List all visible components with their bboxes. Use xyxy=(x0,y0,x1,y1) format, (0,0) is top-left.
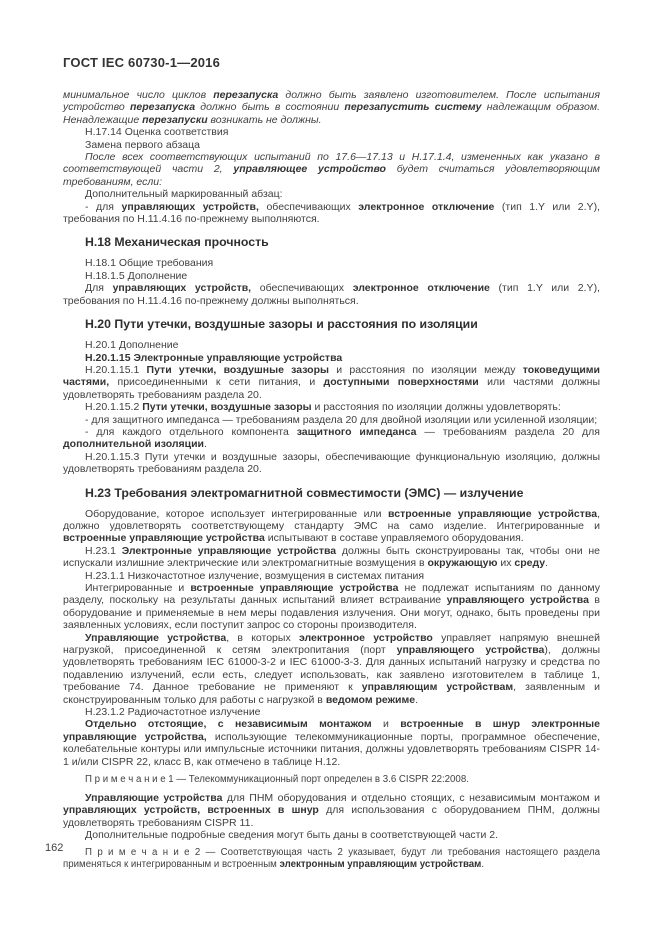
note-paragraph: П р и м е ч а н и е 2 — Соответствующая часть 2 указывает, будут ли требования настоящего раздела применяться к интегрированным и встроенным электронным управляющим устройствам. xyxy=(63,847,600,870)
note-paragraph: П р и м е ч а н и е 1 — Телекоммуникационный порт определен в 3.6 CISPR 22:2008. xyxy=(85,774,469,786)
paragraph: Н.20.1.15 Электронные управляющие устройства xyxy=(85,351,343,364)
paragraph: Оборудование, которое использует интегрированные или встроенные управляющие устройства, должно удовлетворять соответствующему стандарту ЭМС на само изделие. Интегрированные и встроенные управляющие устройства испытывают в составе управляемого оборудования. xyxy=(63,507,600,545)
section-heading: Н.20 Пути утечки, воздушные зазоры и расстояния по изоляции xyxy=(85,317,478,332)
paragraph: Н.20.1.15.1 Пути утечки, воздушные зазоры и расстояния по изоляции между токоведущими частями, присоединенными к сети питания, и доступными поверхностями или частями должны удовлетворять требованиям раздела 20. xyxy=(63,363,600,401)
paragraph: Н.18.1.5 Дополнение xyxy=(85,269,188,282)
paragraph: Н.20.1.15.2 Пути утечки, воздушные зазоры и расстояния по изоляции должны удовлетворять: xyxy=(85,401,561,414)
paragraph: Н.23.1.1 Низкочастотное излучение, возмущения в системах питания xyxy=(85,569,425,582)
document-body xyxy=(63,89,600,871)
document-header: ГОСТ IEC 60730-1—2016 xyxy=(63,55,221,70)
paragraph: Н.17.14 Оценка соответствия xyxy=(85,126,229,139)
paragraph: Управляющие устройства для ПНМ оборудования и отдельно стоящих, с независимым монтажом и управляющих устройств, встроенных в шнур для использования с оборудованием ПНМ, должны удовлетворять требованиям CISPR 11. xyxy=(63,791,600,829)
paragraph: Н.23.1 Электронные управляющие устройства должны быть сконструированы так, чтобы они не испускали излишние электрические или электромагнитные возмущения в окружающую их среду. xyxy=(63,544,601,570)
paragraph: Н.20.1.15.3 Пути утечки и воздушные зазоры, обеспечивающие функциональную изоляцию, должны удовлетворять требованиям раздела 20. xyxy=(63,450,600,476)
page-content xyxy=(63,55,600,877)
paragraph: Дополнительные подробные сведения могут быть даны в соответствующей части 2. xyxy=(85,828,499,841)
paragraph: Н.20.1 Дополнение xyxy=(85,339,179,352)
paragraph: Для управляющих устройств, обеспечивающих электронное отключение (тип 1.Y или 2.Y), требования по Н.11.4.16 по-прежнему должны выполняться. xyxy=(63,282,600,307)
section-heading: Н.18 Механическая прочность xyxy=(85,235,269,250)
page-number: 162 xyxy=(45,842,64,854)
paragraph: - для каждого отдельного компонента защитного импеданса — требованиям раздела 20 для дополнительной изоляции. xyxy=(63,425,600,451)
paragraph: - для управляющих устройств, обеспечивающих электронное отключение (тип 1.Y или 2.Y), требования по Н.11.4.16 по-прежнему выполняются. xyxy=(63,200,600,226)
paragraph: Замена первого абзаца xyxy=(85,138,200,151)
paragraph: Управляющие устройства, в которых электронное устройство управляет напрямую внешней нагрузкой, присоединенной к сетям электропитания (порт управляющего устройства), должны удовлетворять требованиям IEC 61000-3-2 и IEC 61000-3-3. Для данных испытаний нагрузку и средства по подавлению излучений, если есть, следует использовать, как заявлено изготовителем в таблице 1, требование 74. Данное требование не применяют к управляющим устройствам, заявленным и сконструированным только для работы с нагрузкой в ведомом режиме. xyxy=(63,631,601,706)
section-heading: Н.23 Требования электромагнитной совместимости (ЭМС) — излучение xyxy=(85,485,524,500)
paragraph: Н.18.1 Общие требования xyxy=(85,257,214,270)
paragraph: минимальное число циклов перезапуска должно быть заявлено изготовителем. После испытания устройство перезапуска должно быть в состоянии перезапустить систему надлежащим образом. Ненадлежащие перезапуски возникать не должны. xyxy=(63,89,600,126)
paragraph: После всех соответствующих испытаний по 17.6—17.13 и Н.17.1.4, измененных как указано в соответствующей части 2, управляющее устройство будет считаться удовлетворяющим требованиям, если: xyxy=(63,151,600,188)
paragraph: - для защитного импеданса — требованиям раздела 20 для двойной изоляции или усиленной изоляции; xyxy=(85,413,598,426)
paragraph: Отдельно отстоящие, с независимым монтажом и встроенные в шнур электронные управляющие устройства, использующие телекоммуникационные порты, программное обеспечение, колебательные контуры или импульсные источники питания, должны удовлетворять требованиям CISPR 14-1 и/или CISPR 22, класс В, как отмечено в таблице Н.12. xyxy=(63,718,600,768)
paragraph: Н.23.1.2 Радиочастотное излучение xyxy=(85,706,261,719)
paragraph: Дополнительный маркированный абзац: xyxy=(85,188,283,201)
paragraph: Интегрированные и встроенные управляющие устройства не подлежат испытаниям по данному разделу, поскольку на результаты данных испытаний влияет встраивание управляющего устройства в оборудование и применяемые в нем меры подавления излучения. Они могут, однако, быть проведены при заявленных условиях, если поступит запрос со стороны производителя. xyxy=(63,582,601,632)
